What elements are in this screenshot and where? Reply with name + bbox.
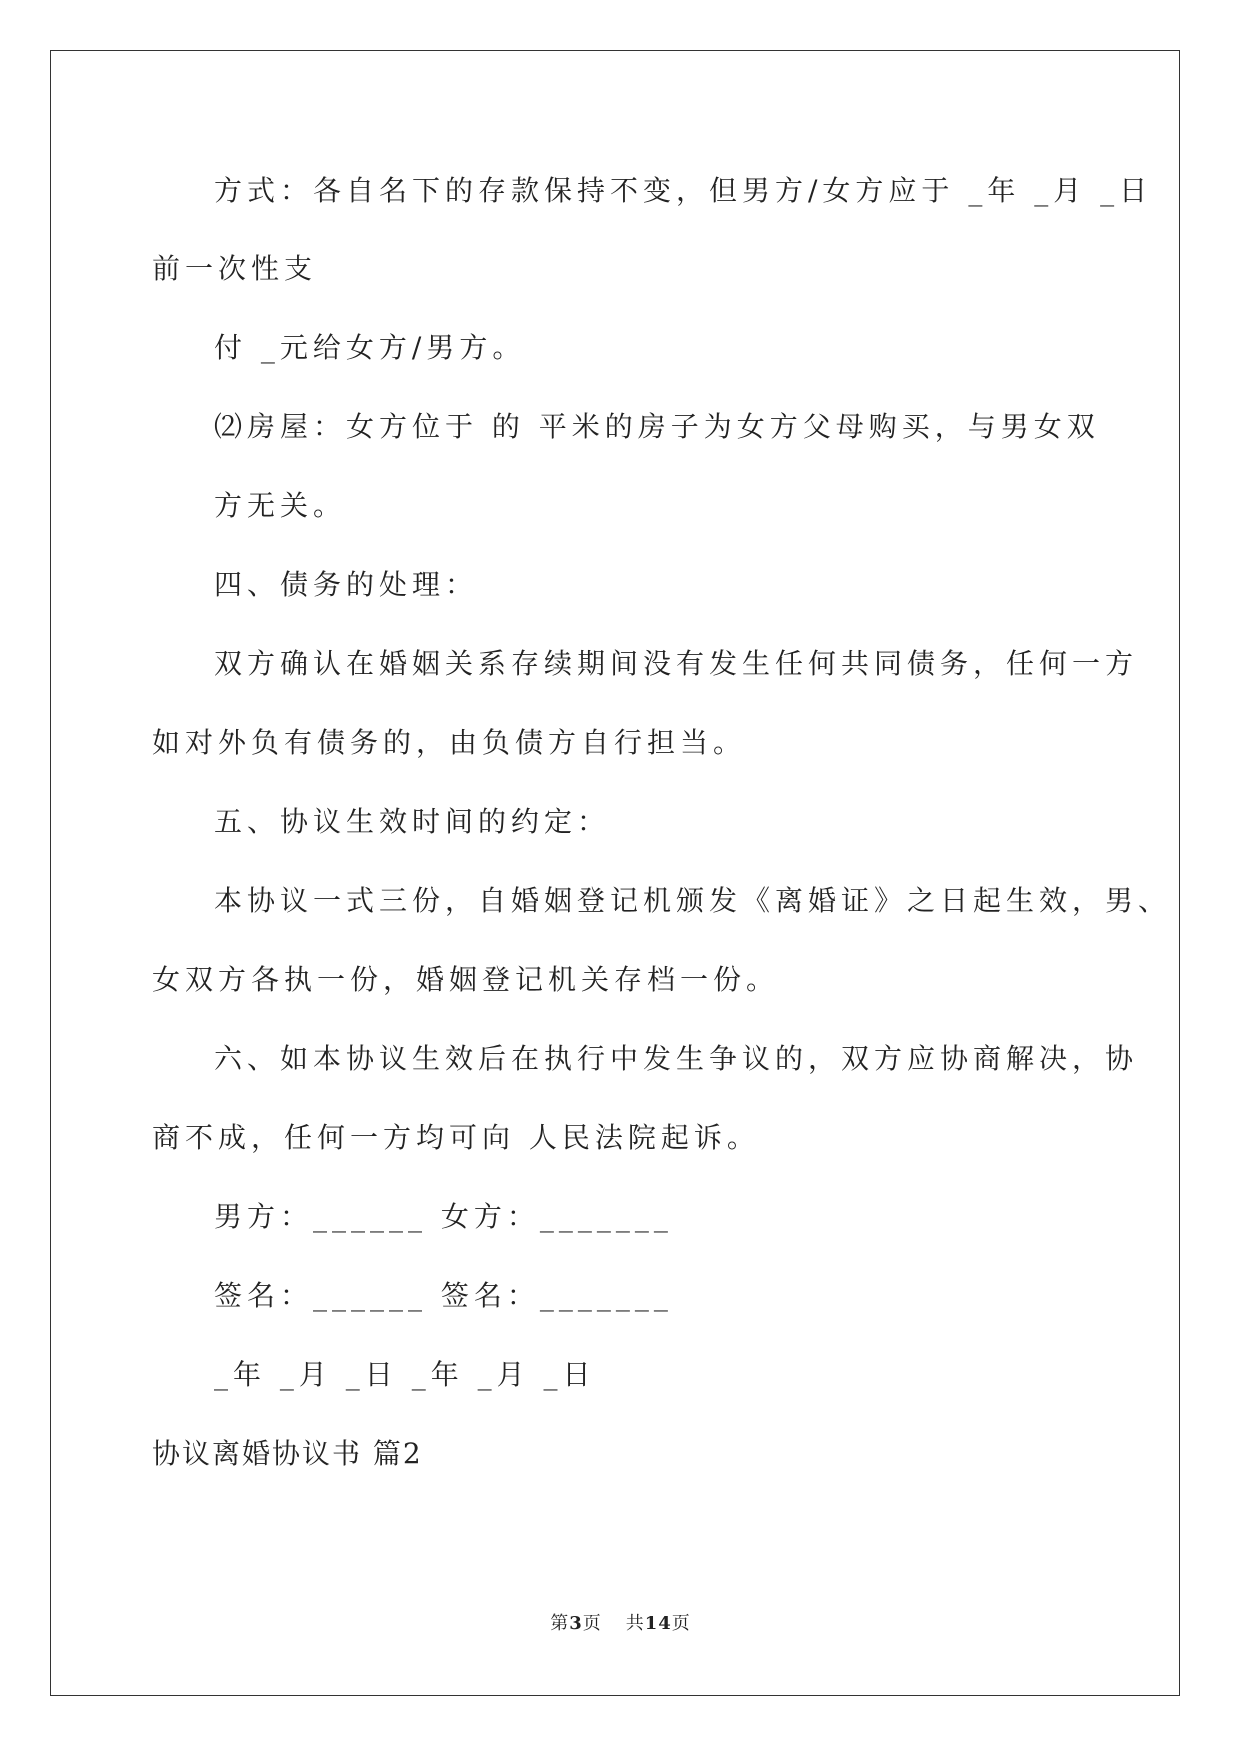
section-heading-effective: 五、协议生效时间的约定： <box>214 805 611 838</box>
page-mid: 页 <box>582 1613 602 1634</box>
text-line: 六、如本协议生效后在执行中发生争议的，双方应协商解决，协 <box>214 1042 1139 1075</box>
text-line: 方无关。 <box>214 489 347 522</box>
page-current: 3 <box>569 1613 583 1634</box>
text-line: 本协议一式三份，自婚姻登记机颁发《离婚证》之日起生效，男、 <box>214 884 1172 917</box>
section-title: 协议离婚协议书 篇2 <box>152 1437 423 1470</box>
date-line: _年 _月 _日 _年 _月 _日 <box>214 1358 596 1391</box>
text-line: 如对外负有债务的，由负债方自行担当。 <box>152 726 747 759</box>
text-line: 方式：各自名下的存款保持不变，但男方/女方应于 _年 _月 _日 <box>214 174 1153 207</box>
party-names-line: 男方：______ 女方：_______ <box>214 1200 673 1233</box>
total-prefix: 共 <box>625 1613 645 1634</box>
page-total: 14 <box>644 1613 672 1634</box>
text-line: 前一次性支 <box>152 252 318 285</box>
text-line: 双方确认在婚姻关系存续期间没有发生任何共同债务，任何一方 <box>214 647 1139 680</box>
section-heading-debts: 四、债务的处理： <box>214 568 479 601</box>
text-line: 付 _元给女方/男方。 <box>214 331 526 364</box>
text-line: ⑵房屋：女方位于 的 平米的房子为女方父母购买，与男女双 <box>214 410 1100 443</box>
signature-line: 签名：______ 签名：_______ <box>214 1279 673 1312</box>
text-line: 女双方各执一份，婚姻登记机关存档一份。 <box>152 963 780 996</box>
page-footer <box>0 1612 1241 1636</box>
page-prefix: 第 <box>550 1613 570 1634</box>
total-suffix: 页 <box>671 1613 691 1634</box>
text-line: 商不成，任何一方均可向 人民法院起诉。 <box>152 1121 760 1154</box>
